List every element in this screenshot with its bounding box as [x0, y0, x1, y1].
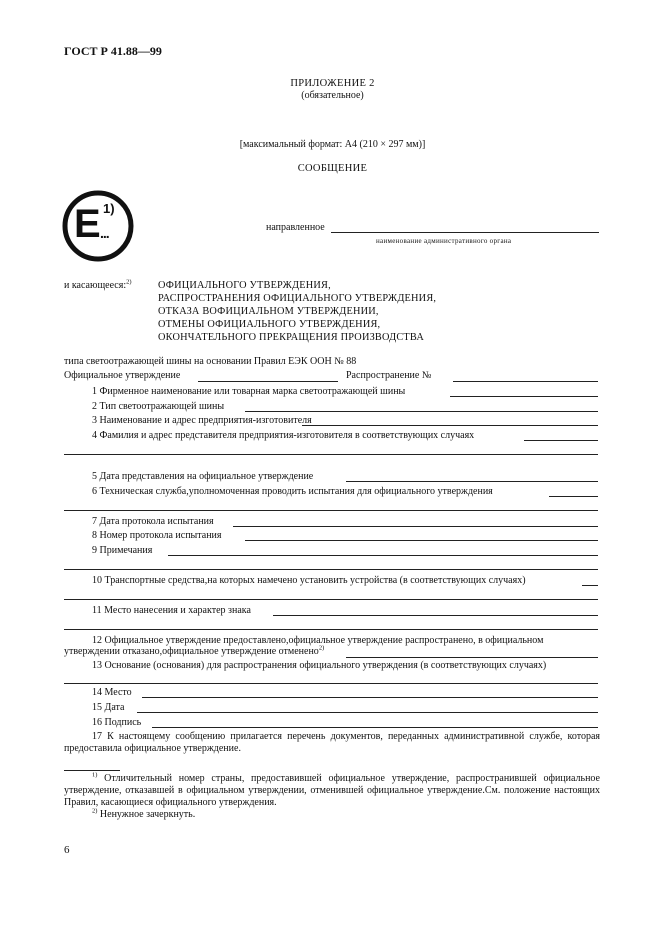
approval-type: РАСПРОСТРАНЕНИЯ ОФИЦИАЛЬНОГО УТВЕРЖДЕНИЯ, — [158, 293, 437, 304]
item-4-label: 4 Фамилия и адрес представителя предприятия-изготовителя в соответствующих случаях — [92, 430, 475, 441]
item-10-continuation-field[interactable] — [64, 599, 598, 600]
item-1-field[interactable] — [450, 396, 598, 397]
item-4-field[interactable] — [524, 440, 598, 441]
item-8-label: 8 Номер протокола испытания — [92, 530, 222, 541]
item-8-field[interactable] — [245, 540, 598, 541]
item-11-continuation-field[interactable] — [64, 629, 598, 630]
appendix-title: ПРИЛОЖЕНИЕ 2 — [290, 78, 375, 89]
item-16-label: 16 Подпись — [92, 717, 142, 728]
item-6-field[interactable] — [549, 496, 598, 497]
signature-field[interactable] — [152, 727, 598, 728]
item-12-label-cont: утверждении отказано,официальное утверждение отменено$^{2)}$ — [64, 644, 325, 657]
approval-no-field[interactable] — [198, 381, 338, 382]
item-6-continuation-field[interactable] — [64, 510, 598, 511]
item-9-continuation-field[interactable] — [64, 569, 598, 570]
authority-caption: наименование административного органа — [376, 237, 512, 245]
item-9-label: 9 Примечания — [92, 545, 153, 556]
item-12-label: 12 Официальное утверждение предоставлено,официальное утверждение распространено, в официальном — [92, 635, 544, 646]
sent-to-label: направленное — [266, 222, 325, 233]
item-2-label: 2 Тип светоотражающей шины — [92, 401, 225, 412]
item-14-label: 14 Место — [92, 687, 132, 698]
item-10-field[interactable] — [582, 585, 598, 586]
item-17-text: 17 К настоящему сообщению прилагается перечень документов, переданных административной службе, которая предоставила официальное утверждение. — [64, 731, 600, 754]
item-15-label: 15 Дата — [92, 702, 125, 713]
approval-mark-icon — [60, 188, 136, 264]
extension-no-label: Распространение № — [346, 370, 432, 381]
mark-superscript: 1) — [103, 201, 115, 216]
mark-letter: E — [74, 202, 101, 246]
item-10-label: 10 Транспортные средства,на которых намечено установить устройства (в соответствующих случаях) — [92, 575, 526, 586]
item-13-continuation-field[interactable] — [64, 683, 598, 684]
footnote-1: $^{1)}$ Отличительный номер страны, предоставившей официальное утверждение, распространившей официальное утверждение, отказавшей в официальном утверждении, отменившей официальное утверждение.См. положение настоящих Правил, касающиеся официального утверждения. — [64, 771, 600, 808]
page-number: 6 — [64, 844, 70, 856]
item-9-field[interactable] — [168, 555, 598, 556]
item-13-label: 13 Основание (основания) для распространения официального утверждения (в соответствующих случаях) — [92, 660, 547, 671]
item-11-label: 11 Место нанесения и характер знака — [92, 605, 251, 616]
approval-type: ОТМЕНЫ ОФИЦИАЛЬНОГО УТВЕРЖДЕНИЯ, — [158, 319, 381, 330]
format-note: [максимальный формат: А4 (210 × 297 мм)] — [239, 139, 426, 150]
mark-dots: ... — [100, 225, 109, 241]
approval-types — [158, 279, 436, 344]
approval-no-label: Официальное утверждение — [64, 370, 181, 381]
item-12-field[interactable] — [346, 657, 598, 658]
item-3-label: 3 Наименование и адрес предприятия-изготовителя — [92, 415, 312, 426]
extension-no-field[interactable] — [453, 381, 598, 382]
footnote-2: $^{2)}$ Ненужное зачеркнуть. — [92, 807, 196, 820]
approval-type: ОТКАЗА ВОФИЦИАЛЬНОМ УТВЕРЖДЕНИИ, — [158, 306, 379, 317]
approval-type: ОФИЦИАЛЬНОГО УТВЕРЖДЕНИЯ, — [158, 280, 331, 291]
approval-type: ОКОНЧАТЕЛЬНОГО ПРЕКРАЩЕНИЯ ПРОИЗВОДСТВА — [158, 332, 424, 343]
item-11-field[interactable] — [273, 615, 598, 616]
date-field[interactable] — [137, 712, 598, 713]
appendix-subtitle: (обязательное) — [301, 90, 364, 101]
subject-line: типа светоотражающей шины на основании Правил ЕЭК ООН № 88 — [64, 356, 357, 367]
authority-field[interactable] — [331, 232, 599, 233]
place-field[interactable] — [142, 697, 598, 698]
item-7-field[interactable] — [233, 526, 598, 527]
item-5-label: 5 Дата представления на официальное утверждение — [92, 471, 314, 482]
document-id: ГОСТ Р 41.88—99 — [64, 44, 162, 58]
item-6-label: 6 Техническая служба,уполномоченная проводить испытания для официального утверждения — [92, 486, 493, 497]
message-title: СООБЩЕНИЕ — [297, 163, 368, 174]
item-2-field[interactable] — [245, 411, 598, 412]
item-3-field[interactable] — [302, 425, 598, 426]
item-1-label: 1 Фирменное наименование или товарная марка светоотражающей шины — [92, 386, 406, 397]
concerning-label: и касающееся:$^{2)}$ — [64, 278, 132, 291]
item-5-field[interactable] — [346, 481, 598, 482]
item-7-label: 7 Дата протокола испытания — [92, 516, 214, 527]
item-4-continuation-field[interactable] — [64, 454, 598, 455]
